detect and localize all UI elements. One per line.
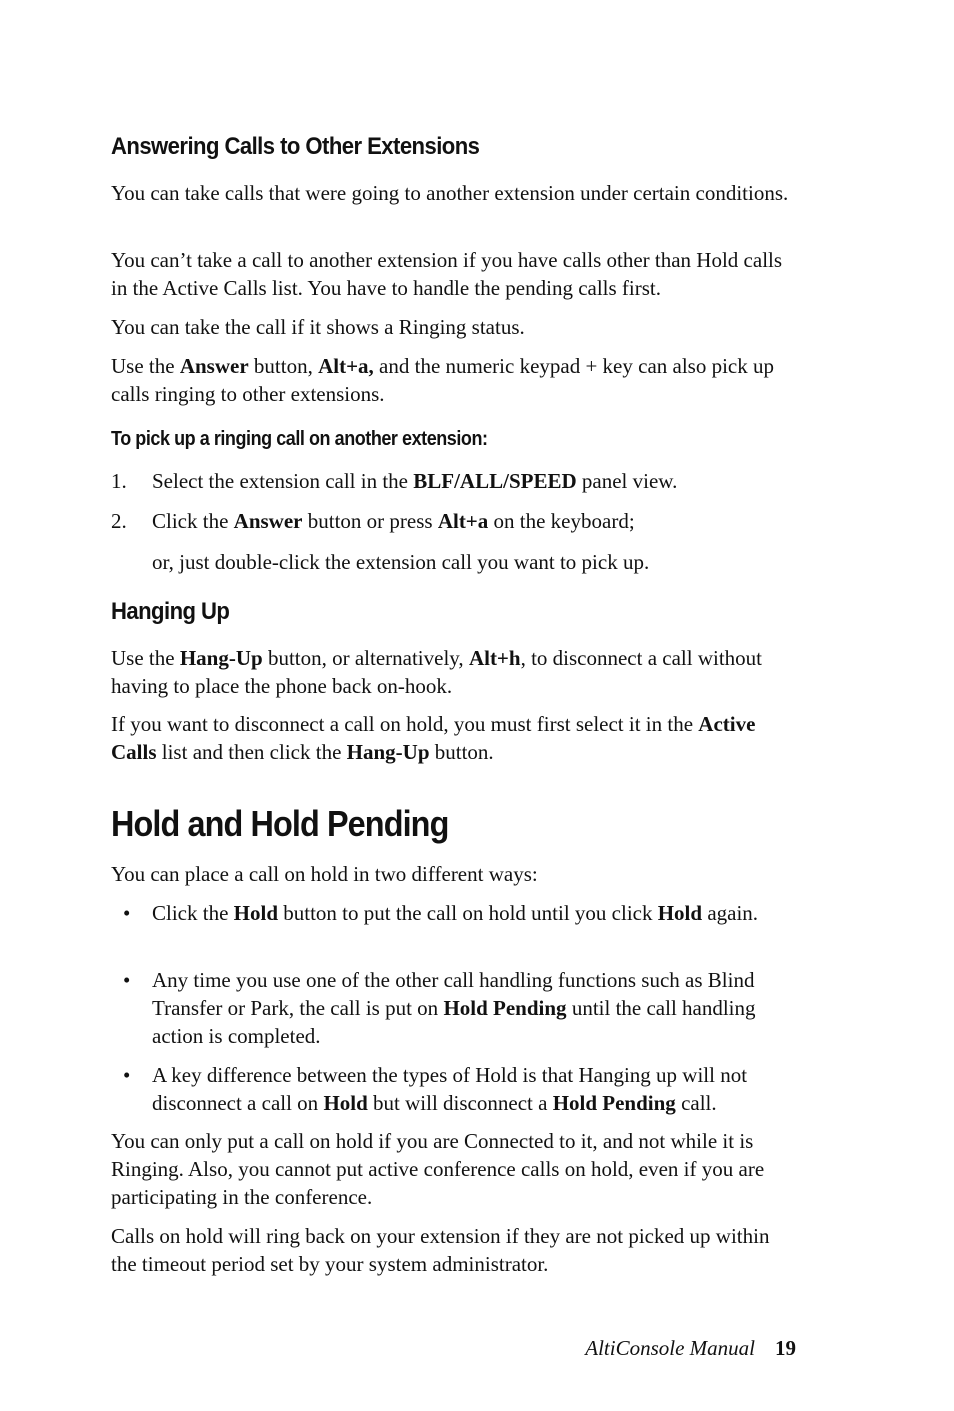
section-heading-answering: Answering Calls to Other Extensions: [111, 133, 480, 160]
bullet-icon: •: [123, 968, 131, 992]
answering-paragraph-4: Use the Answer button, Alt+a, and the numeric keypad + key can also pick up calls ringing to other extensions.: [111, 354, 775, 406]
bullet-icon: •: [123, 1063, 131, 1087]
chapter-heading-hold: Hold and Hold Pending: [111, 803, 449, 844]
hold-intro: You can place a call on hold in two different ways:: [111, 862, 538, 886]
hold-bullet-1: • Click the Hold button to put the call on hold until you click Hold again.: [123, 901, 759, 925]
hanging-paragraph-1: Use the Hang-Up button, or alternatively, Alt+h, to disconnect a call without having to place the phone back on-hook.: [111, 646, 763, 698]
answer-button-ref: Answer: [179, 354, 249, 378]
section-heading-hanging-up: Hanging Up: [111, 598, 230, 625]
procedure-heading: To pick up a ringing call on another extension:: [111, 428, 488, 450]
step-number: 2.: [111, 509, 127, 533]
step-number: 1.: [111, 469, 127, 493]
bullet-icon: •: [123, 901, 131, 925]
procedure-step-2: 2. Click the Answer button or press Alt+a on the keyboard;: [111, 509, 635, 533]
hold-bullet-3: • A key difference between the types of Hold is that Hanging up will not disconnect a call on Hold but will disconnect a Hold Pending call.: [123, 1063, 748, 1115]
answering-paragraph-2: You can’t take a call to another extension if you have calls other than Hold calls in the Active Calls list. You have to handle the pending calls first.: [111, 248, 783, 300]
answering-paragraph-1: You can take calls that were going to another extension under certain conditions.: [111, 181, 789, 205]
hold-bullet-2: • Any time you use one of the other call handling functions such as Blind Transfer or Park, the call is put on Hold Pending until the call handling action is completed.: [123, 968, 756, 1048]
hold-paragraph-2: Calls on hold will ring back on your extension if they are not picked up within the timeout period set by your system administrator.: [111, 1224, 770, 1276]
page-footer: [585, 1334, 796, 1362]
answering-paragraph-3: You can take the call if it shows a Ringing status.: [111, 315, 525, 339]
procedure-step-1: 1. Select the extension call in the BLF/ALL/SPEED panel view.: [111, 469, 678, 493]
alt-a-shortcut-ref: Alt+a,: [318, 354, 374, 378]
page-number: 19: [775, 1336, 796, 1360]
hold-paragraph-1: You can only put a call on hold if you are Connected to it, and not while it is Ringing. Also, you cannot put active conference calls on hold, even if you are participating in the conference.: [111, 1129, 765, 1209]
procedure-step-note: or, just double-click the extension call you want to pick up.: [152, 550, 650, 574]
hanging-paragraph-2: If you want to disconnect a call on hold, you must first select it in the Active Calls list and then click the Hang-Up button.: [111, 712, 756, 764]
manual-title: AltiConsole Manual: [585, 1336, 755, 1360]
